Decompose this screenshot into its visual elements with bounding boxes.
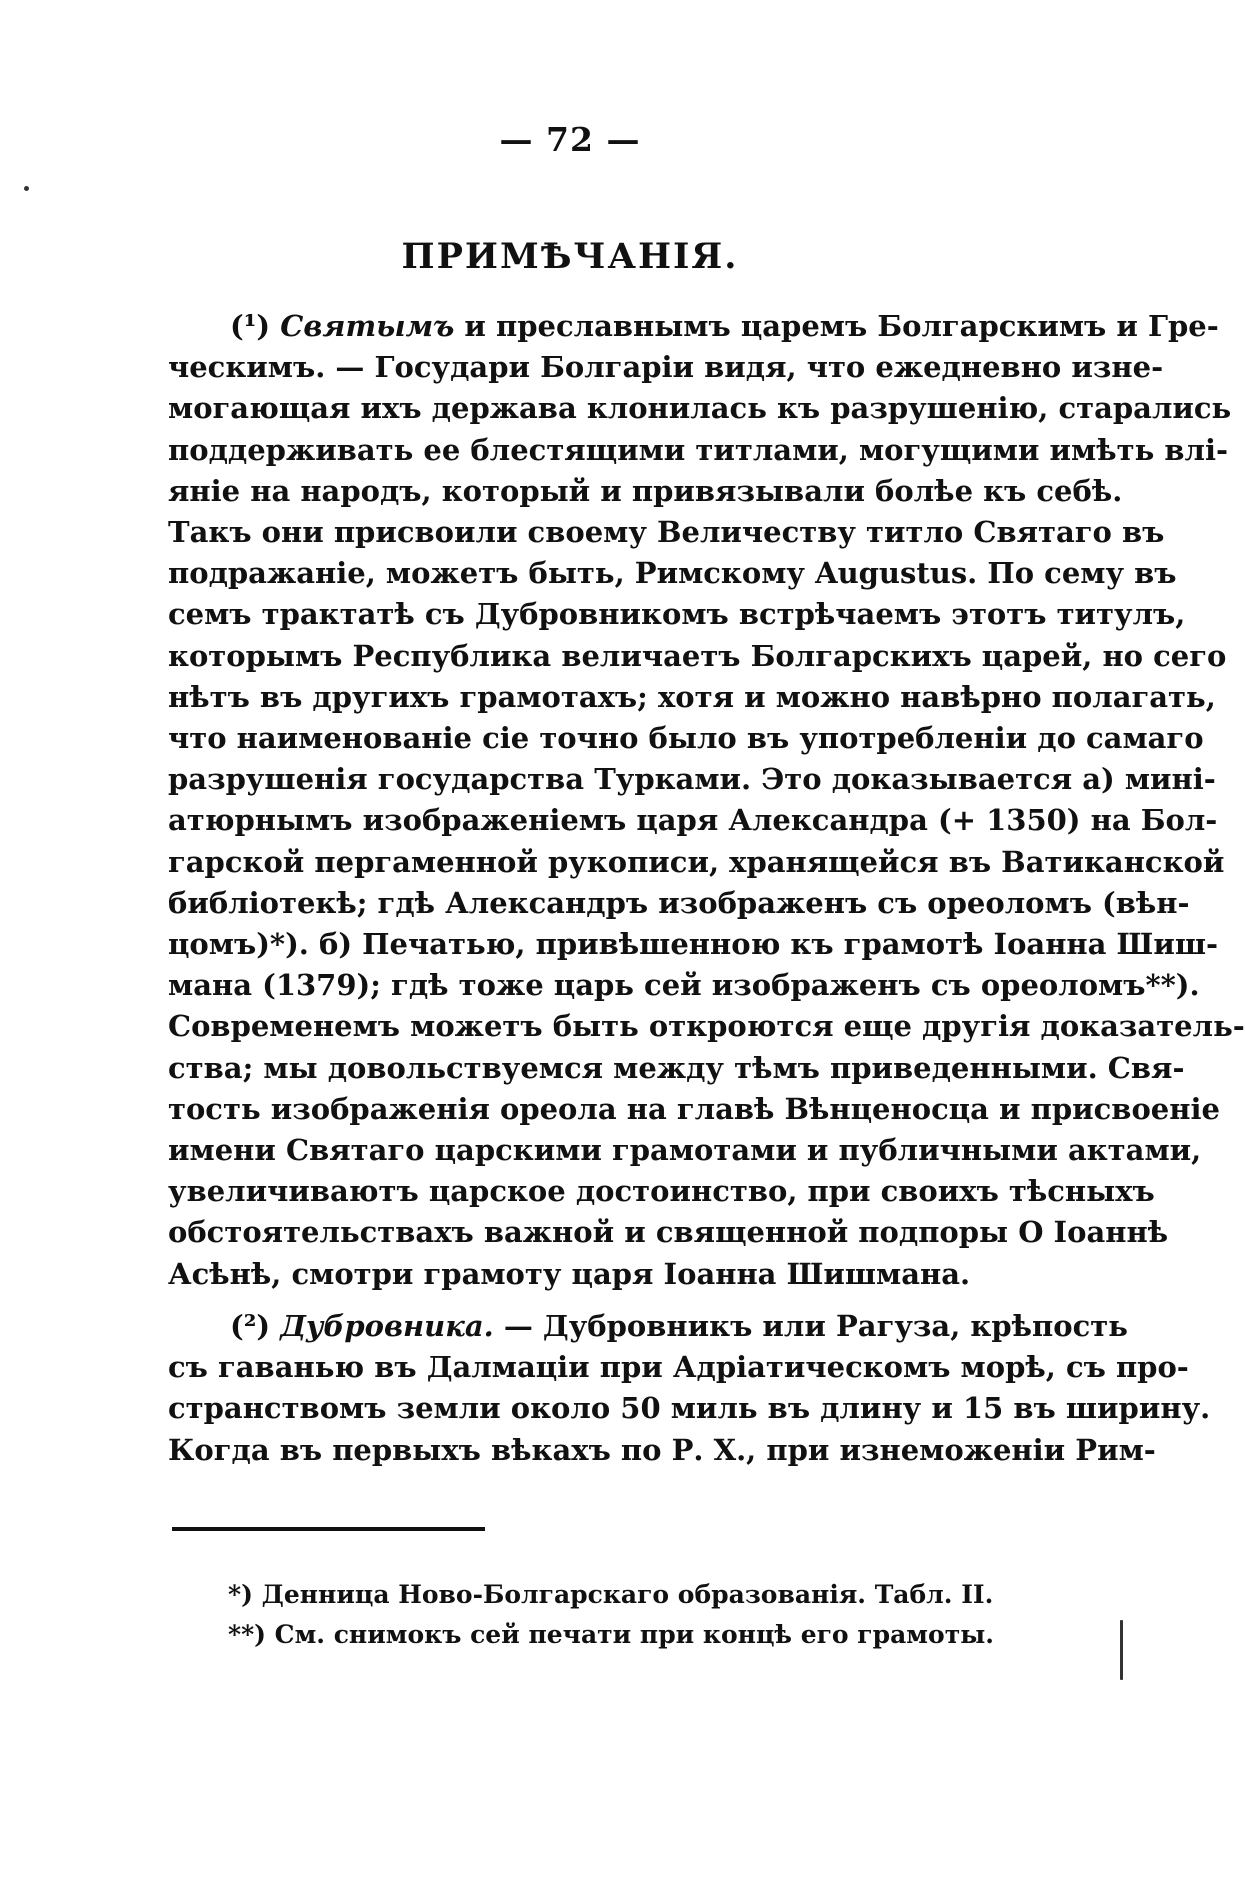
note-1-line: обстоятельствахъ важной и священной подпоры О Іоаннѣ bbox=[168, 1215, 1169, 1250]
note-1-line: разрушенія государства Турками. Это доказывается а) мині- bbox=[168, 762, 1216, 797]
note-1-line: ческимъ. — Государи Болгаріи видя, что ежедневно изне- bbox=[168, 350, 1164, 385]
note-1-line: гарской пергаменной рукописи, хранящейся въ Ватиканской bbox=[168, 844, 1225, 879]
note-1-line: мана (1379); гдѣ тоже царь сей изображенъ съ ореоломъ**). bbox=[168, 968, 1200, 1003]
note-1-line-text: и преславнымъ царемъ Болгарскимъ и Гре- bbox=[454, 309, 1219, 343]
note-2-line-text: — Дубровникъ или Рагуза, крѣпость bbox=[493, 1309, 1128, 1343]
note-1-line: которымъ Республика величаетъ Болгарскихъ царей, но сего bbox=[168, 638, 1227, 673]
note-1-line bbox=[168, 306, 1219, 347]
note-1 bbox=[168, 306, 1245, 1295]
note-1-line: семъ трактатѣ съ Дубровникомъ встрѣчаемъ этотъ титулъ, bbox=[168, 597, 1186, 632]
note-1-line: ства; мы довольствуемся между тѣмъ приведенными. Свя- bbox=[168, 1050, 1185, 1085]
note-2-marker: (²) bbox=[230, 1309, 281, 1343]
note-1-line: яніе на народъ, который и привязывали болѣе къ себѣ. bbox=[168, 473, 1123, 508]
note-2-line: странствомъ земли около 50 миль въ длину и 15 въ ширину. bbox=[168, 1391, 1211, 1426]
note-1-line: цомъ)*). б) Печатью, привѣшенною къ грамотѣ Іоанна Шиш- bbox=[168, 927, 1219, 962]
footnote-1: *) Денница Ново-Болгарскаго образованія. Табл. II. bbox=[228, 1580, 994, 1609]
note-2-line: съ гаванью въ Далмаціи при Адріатическомъ морѣ, съ про- bbox=[168, 1350, 1189, 1385]
scan-edge-mark bbox=[1120, 1620, 1123, 1680]
note-1-line: могающая ихъ держава клонилась къ разрушенію, старались bbox=[168, 391, 1232, 426]
note-1-line: Асѣнѣ, смотри грамоту царя Іоанна Шишмана. bbox=[168, 1256, 971, 1291]
note-1-marker: (¹) bbox=[230, 309, 281, 343]
note-1-line: библіотекѣ; гдѣ Александръ изображенъ съ ореоломъ (вѣн- bbox=[168, 885, 1190, 920]
note-2-line bbox=[168, 1306, 1128, 1347]
note-1-line: Такъ они присвоили своему Величеству титло Святаго въ bbox=[168, 515, 1165, 550]
note-1-line: поддерживать ее блестящими титлами, могущими имѣть влі- bbox=[168, 432, 1229, 467]
footnote-2: **) См. снимокъ сей печати при концѣ его грамоты. bbox=[228, 1620, 994, 1649]
footnotes bbox=[228, 1575, 994, 1655]
footnote-rule bbox=[172, 1527, 485, 1531]
note-1-line: увеличиваютъ царское достоинство, при своихъ тѣсныхъ bbox=[168, 1174, 1155, 1209]
ink-speck bbox=[24, 186, 29, 191]
note-1-line: Современемъ можетъ быть откроются еще другія доказатель- bbox=[168, 1009, 1245, 1044]
note-2-line: Когда въ первыхъ вѣкахъ по Р. Х., при изнеможеніи Рим- bbox=[168, 1432, 1156, 1467]
page-number: — 72 — bbox=[499, 120, 641, 159]
section-heading: ПРИМѢЧАНІЯ. bbox=[401, 236, 739, 277]
note-1-line: что наименованіе сіе точно было въ употребленіи до самаго bbox=[168, 721, 1204, 756]
note-1-line: атюрнымъ изображеніемъ царя Александра (+ 1350) на Бол- bbox=[168, 803, 1218, 838]
note-1-line: нѣтъ въ другихъ грамотахъ; хотя и можно навѣрно полагать, bbox=[168, 679, 1216, 714]
note-2-title: Дубровника. bbox=[280, 1309, 494, 1343]
note-1-line: тость изображенія ореола на главѣ Вѣнценосца и присвоеніе bbox=[168, 1091, 1220, 1126]
note-1-line: подражаніе, можетъ быть, Римскому Augustus. По сему въ bbox=[168, 556, 1177, 591]
note-1-title: Святымъ bbox=[280, 309, 455, 343]
note-1-line: имени Святаго царскими грамотами и публичными актами, bbox=[168, 1133, 1202, 1168]
note-2 bbox=[168, 1306, 1211, 1471]
